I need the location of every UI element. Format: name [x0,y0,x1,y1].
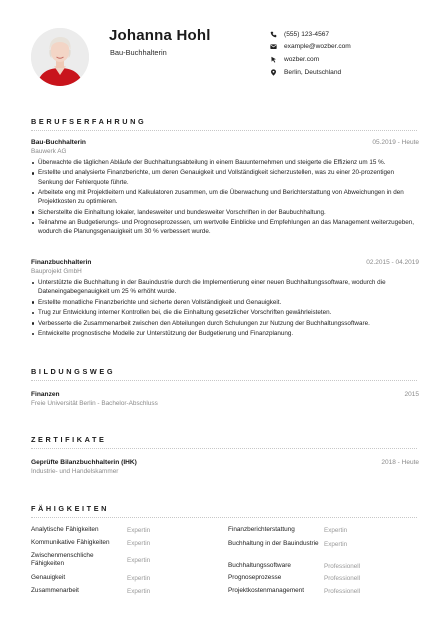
skill-level: Expertin [324,526,348,534]
skill-item [228,540,347,548]
skill-level: Expertin [324,540,348,548]
skill-item [228,562,360,570]
candidate-title: Bau-Buchhalterin [110,48,167,57]
skill-name: Buchhaltung in der Bauindustrie [228,540,319,547]
job-bullet: Trug zur Entwicklung interner Kontrollen bei, die die Einhaltung gesetzlicher Vorschriften gewährleisteten. [31,308,419,317]
experience-entry [31,139,419,238]
contact-email-text[interactable]: example@wozber.com [284,43,351,51]
job-bullet: Überwachte die täglichen Abläufe der Buchhaltungsabteilung in einem Bauunternehmen und steigerte die Effizienz um 15 %. [31,158,419,167]
education-institution: Freie Universität Berlin - Bachelor-Abschluss [31,400,158,407]
skill-level: Expertin [127,526,151,534]
contact-website [269,53,351,66]
section-title-experience: BERUFSERFAHRUNG [31,117,147,126]
skill-item [31,552,150,568]
certificate-title: Geprüfte Bilanzbuchhalterin (IHK) [31,459,137,466]
education-date: 2015 [404,391,419,398]
skill-name: Prognoseprozesse [228,574,282,581]
skill-name: Finanzberichterstattung [228,526,295,533]
skill-item [228,574,360,582]
skill-level: Professionell [324,574,361,582]
section-divider [31,130,417,131]
contact-phone-text[interactable]: (555) 123-4567 [284,30,330,38]
section-title-certificates: ZERTIFIKATE [31,435,107,444]
certificate-issuer: Industrie- und Handelskammer [31,468,119,475]
job-bullet: Teilnahme an Budgetierungs- und Prognoseprozessen, um wertvolle Einblicke und Empfehlungen an das Management weiterzugeben, wodurch die Planungsgenauigkeit um 30 % verbessert wurde. [31,218,419,236]
skill-name: Buchhaltungssoftware [228,562,291,569]
contact-location-text: Berlin, Deutschland [284,68,342,76]
job-bullet: Erstellte und analysierte Finanzberichte, um deren Genauigkeit und Vollständigkeit sicherzustellen, was zu einer 20-prozentigen Senkung der Fehlerquote führte. [31,168,419,186]
skill-item [31,526,150,534]
certificate-date: 2018 - Heute [381,459,419,466]
job-bullet: Entwickelte prognostische Modelle zur Unterstützung der Budgetierung und Finanzplanung. [31,329,419,338]
skill-item [31,539,150,547]
job-date: 02.2015 - 04.2019 [366,259,419,266]
skill-name: Projektkostenmanagement [228,587,305,594]
location-icon [269,68,277,76]
skill-item [228,587,360,595]
job-bullets [31,158,419,236]
job-date: 05.2019 - Heute [372,139,419,146]
job-title: Finanzbuchhalterin [31,259,92,266]
section-title-skills: FÄHIGKEITEN [31,504,110,513]
skill-name: Analytische Fähigkeiten [31,526,99,533]
phone-icon [269,30,277,38]
section-divider [31,448,417,449]
skill-level: Professionell [324,587,361,595]
resume-header [0,0,448,104]
contact-email [269,41,351,54]
job-bullet: Verbesserte die Zusammenarbeit zwischen den Abteilungen durch Schulungen zur Nutzung der Buchhaltungssoftware. [31,319,419,328]
skill-level: Expertin [127,587,151,595]
job-bullet: Unterstützte die Buchhaltung in der Bauindustrie durch die Implementierung einer neuen Buchhaltungssoftware, wodurch die Dateneingabegenauigkeit um 25 % erhöht wurde. [31,278,419,296]
skill-name: Kommunikative Fähigkeiten [31,539,110,546]
education-title: Finanzen [31,391,60,398]
job-bullet: Erstellte monatliche Finanzberichte und sicherte deren Vollständigkeit und Genauigkeit. [31,298,419,307]
certificate-entry [31,459,419,477]
skill-name: Genauigkeit [31,574,66,581]
contact-location [269,66,351,79]
skill-level: Expertin [127,539,151,547]
job-bullet: Sicherstellte die Einhaltung lokaler, landesweiter und bundesweiter Vorschriften in der Baubuchhaltung. [31,208,419,217]
skill-level: Expertin [127,574,151,582]
section-title-education: BILDUNGSWEG [31,367,116,376]
candidate-name: Johanna Hohl [109,27,211,44]
experience-entry [31,259,419,340]
skill-item [228,526,347,534]
job-title: Bau-Buchhalterin [31,139,86,146]
skill-name: Zusammenarbeit [31,587,79,594]
skill-item [31,574,150,582]
skill-level: Expertin [127,556,151,564]
skill-level: Professionell [324,562,361,570]
job-bullets [31,278,419,338]
section-divider [31,380,417,381]
contact-website-text[interactable]: wozber.com [284,55,320,63]
job-bullet: Arbeitete eng mit Projektleitern und Kalkulatoren zusammen, um die Überwachung und Berichterstattung von Abweichungen in den Projektkosten zu optimieren. [31,188,419,206]
profile-photo [31,28,89,86]
skill-name: Zwischenmenschliche Fähigkeiten [31,552,94,568]
avatar [31,28,89,86]
contact-phone [269,28,351,41]
link-icon [269,55,277,63]
job-company: Bauwerk AG [31,148,67,155]
education-entry [31,391,419,409]
skill-item [31,587,150,595]
section-divider [31,517,417,518]
mail-icon [269,43,277,51]
contact-list [269,28,351,78]
job-company: Bauprojekt GmbH [31,268,82,275]
